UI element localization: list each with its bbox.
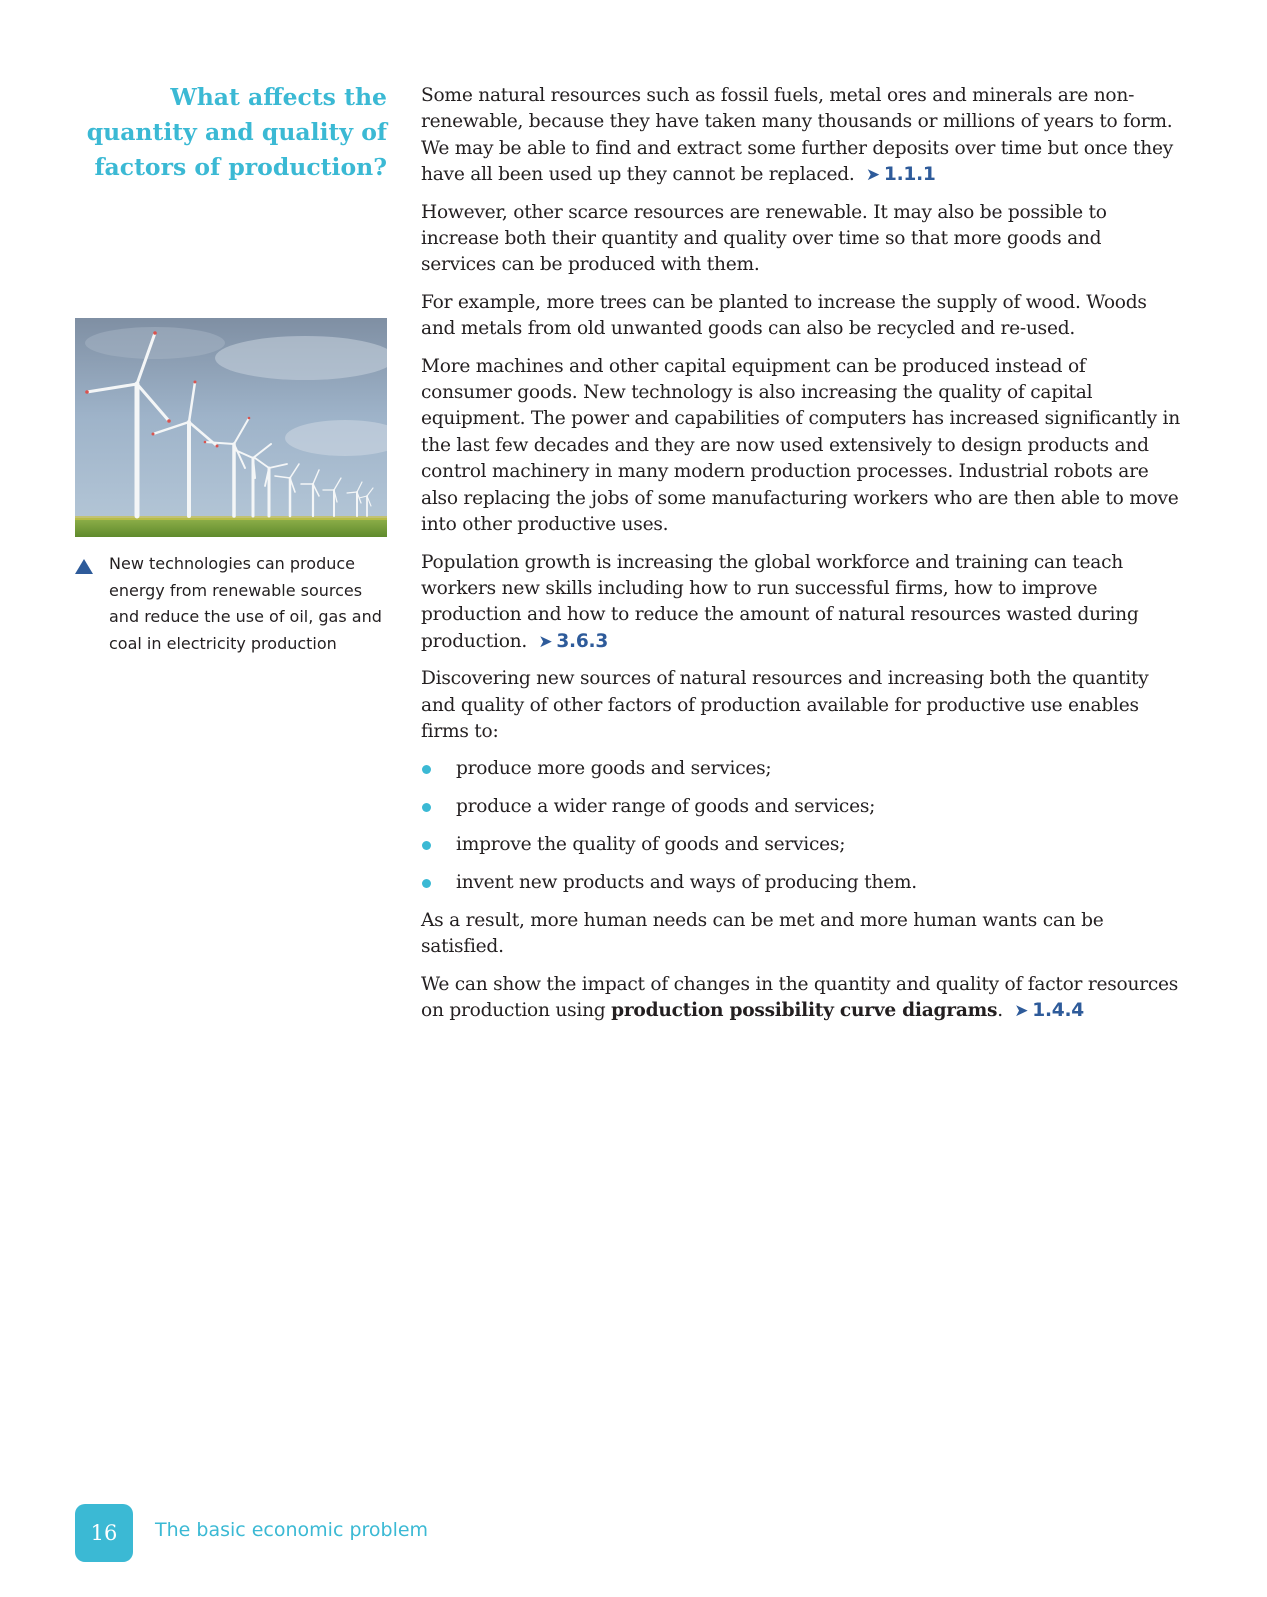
- key-term: production possibility curve diagrams: [611, 1000, 998, 1022]
- paragraph-3: For example, more trees can be planted to increase the supply of wood. Woods and metals from old unwanted goods can also be recycled and re-used.: [421, 291, 1147, 340]
- list-item: [421, 870, 1181, 896]
- paragraph-2: However, other scarce resources are renewable. It may also be possible to increase both their quantity and quality over time so that more goods and services can be produced with them.: [421, 201, 1107, 276]
- paragraph-6: Discovering new sources of natural resources and increasing both the quantity and quality of other factors of production available for productive use enables firms to:: [421, 668, 1149, 742]
- list-item-text: invent new products and ways of producing them.: [456, 872, 917, 894]
- paragraph-8: [421, 972, 1181, 1025]
- caption-text: New technologies can produce energy from renewable sources and reduce the use of oil, gas and coal in electricity production: [109, 554, 382, 653]
- bullet-dot-icon: [422, 879, 431, 888]
- wind-turbines-photo: [75, 318, 387, 537]
- bullet-dot-icon: [422, 841, 431, 850]
- cross-reference-1-1-1[interactable]: [866, 164, 936, 185]
- up-triangle-icon: [75, 559, 93, 574]
- list-item-text: produce a wider range of goods and services;: [456, 796, 876, 818]
- photo-caption: [75, 551, 395, 657]
- list-item: [421, 832, 1181, 858]
- bullet-dot-icon: [422, 765, 431, 774]
- arrow-icon: ➤: [1014, 1001, 1029, 1022]
- bullet-list: [421, 756, 1181, 896]
- list-item-text: produce more goods and services;: [456, 758, 772, 780]
- paragraph-8-end: .: [997, 1000, 1003, 1022]
- main-text: [421, 83, 1181, 1036]
- list-item-text: improve the quality of goods and services;: [456, 834, 846, 856]
- page-number: 16: [90, 1521, 118, 1545]
- arrow-icon: ➤: [538, 631, 553, 652]
- side-heading: What affects the quantity and quality of factors of production?: [86, 83, 387, 181]
- ref-number: 1.1.1: [883, 164, 936, 186]
- paragraph-8-text: We can show the impact of changes in the quantity and quality of factor resources on production using: [421, 973, 1179, 1022]
- paragraph-7: As a result, more human needs can be met and more human wants can be satisfied.: [421, 909, 1104, 958]
- ref-number: 3.6.3: [556, 630, 609, 652]
- chapter-title: The basic economic problem: [155, 1519, 429, 1541]
- bullet-dot-icon: [422, 803, 431, 812]
- paragraph-4: More machines and other capital equipment can be produced instead of consumer goods. New technology is also increasing the quality of capital equipment. The power and capabilities of computers has increased significantly in the last few decades and they are now used extensively to design products and control machinery in many modern production processes. Industrial robots are also replacing the jobs of some manufacturing workers who are then able to move into other productive uses.: [421, 355, 1180, 536]
- paragraph-1: [421, 83, 1181, 189]
- ref-number: 1.4.4: [1032, 1000, 1084, 1022]
- page-number-badge: [75, 1504, 133, 1562]
- paragraph-1-text: Some natural resources such as fossil fuels, metal ores and minerals are non-renewable, because they have taken many thousands or millions of years to form. We may be able to find and extract some further deposits over time but once they have all been used up they cannot be replaced.: [421, 85, 1173, 186]
- paragraph-5: [421, 550, 1181, 656]
- list-item: [421, 794, 1181, 820]
- paragraph-5-text: Population growth is increasing the global workforce and training can teach workers new skills including how to run successful firms, how to improve production and how to reduce the amount of natural resources wasted during production.: [421, 551, 1139, 652]
- cross-reference-1-4-4[interactable]: [1014, 1000, 1084, 1021]
- cross-reference-3-6-3[interactable]: [538, 631, 608, 652]
- list-item: [421, 756, 1181, 782]
- arrow-icon: ➤: [865, 165, 880, 186]
